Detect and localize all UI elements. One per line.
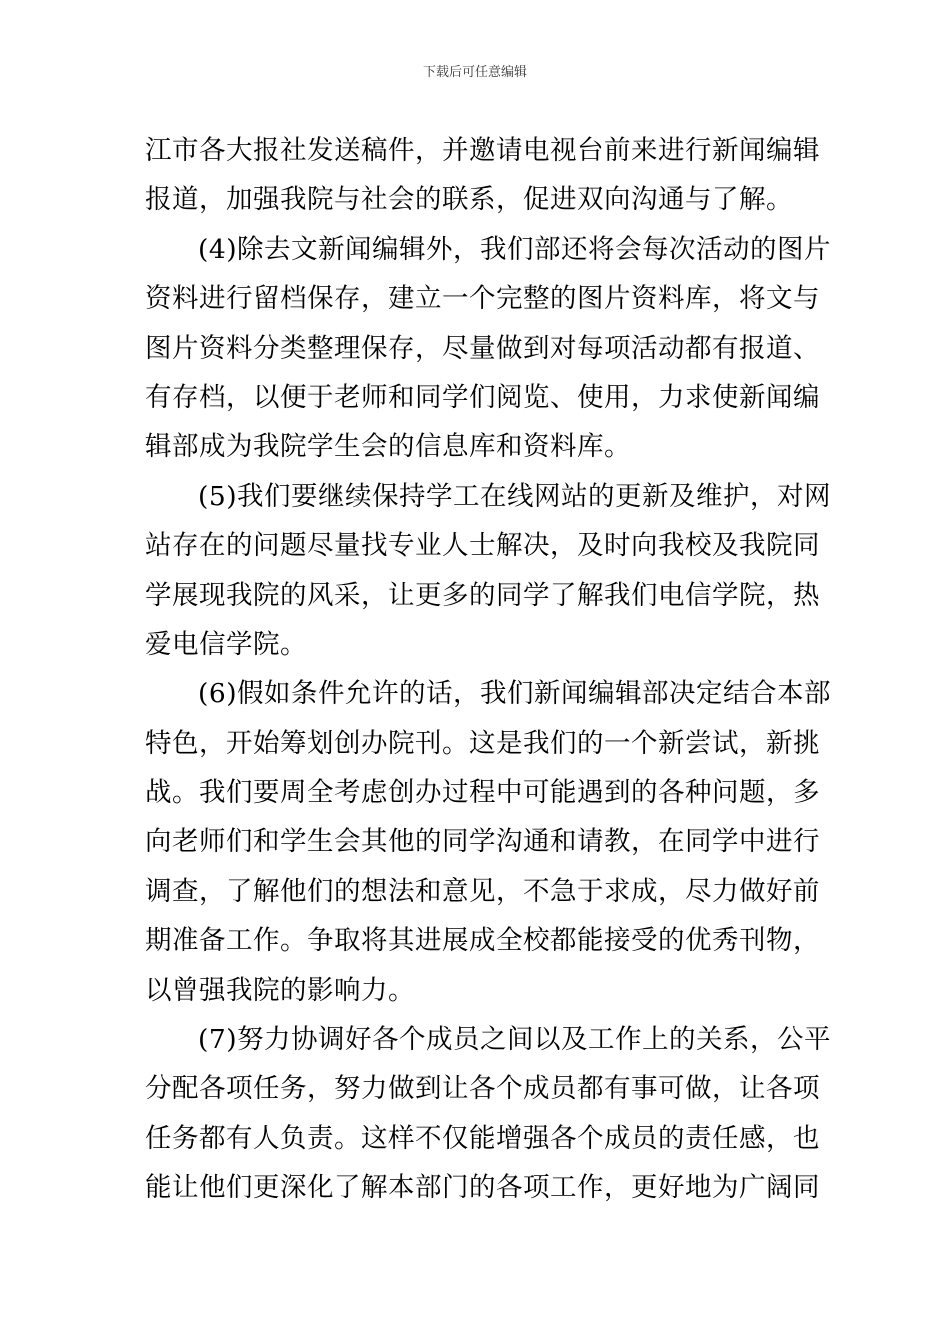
paragraph-line: 江市各大报社发送稿件，并邀请电视台前来进行新闻编辑 — [145, 135, 820, 166]
document-body — [145, 126, 832, 1213]
paragraph-line: 辑部成为我院学生会的信息库和资料库。 — [145, 431, 631, 463]
paragraph-line: 战。我们要周全考虑创办过程中可能遇到的各种问题，多 — [145, 777, 820, 809]
paragraph-line: 任务都有人负责。这样不仅能增强各个成员的责任感，也 — [145, 1122, 820, 1154]
page-header: 下载后可任意编辑 — [422, 65, 527, 80]
paragraph-line: 能让他们更深化了解本部门的各项工作，更好地为广阔同 — [145, 1172, 820, 1204]
paragraph-line: 学展现我院的风采，让更多的同学了解我们电信学院，热 — [145, 579, 820, 611]
paragraph-line: (5)我们要继续保持学工在线网站的更新及维护，对网 — [198, 480, 832, 512]
paragraph-line: 调查，了解他们的想法和意见，不急于求成，尽力做好前 — [145, 875, 820, 907]
paragraph-line: 资料进行留档保存，建立一个完整的图片资料库，将文与 — [145, 283, 820, 315]
paragraph-line: (4)除去文新闻编辑外，我们部还将会每次活动的图片 — [198, 233, 832, 265]
paragraph-line: 有存档，以便于老师和同学们阅览、使用，力求使新闻编 — [145, 381, 820, 413]
paragraph-line: 以曾强我院的影响力。 — [145, 974, 415, 1006]
paragraph-line: 报道，加强我院与社会的联系，促进双向沟通与了解。 — [145, 184, 793, 216]
paragraph-line: 特色，开始筹划创办院刊。这是我们的一个新尝试，新挑 — [145, 727, 820, 759]
paragraph-line: 站存在的问题尽量找专业人士解决，及时向我校及我院同 — [145, 530, 820, 562]
paragraph-line: (6)假如条件允许的话，我们新闻编辑部决定结合本部 — [198, 678, 832, 710]
paragraph-line: (7)努力协调好各个成员之间以及工作上的关系，公平 — [198, 1024, 832, 1056]
paragraph-line: 向老师们和学生会其他的同学沟通和请教，在同学中进行 — [145, 826, 820, 858]
paragraph-line: 爱电信学院。 — [145, 628, 307, 660]
paragraph-line: 期准备工作。争取将其进展成全校都能接受的优秀刊物， — [145, 925, 820, 957]
paragraph-line: 图片资料分类整理保存，尽量做到对每项活动都有报道、 — [145, 332, 820, 364]
paragraph-line: 分配各项任务，努力做到让各个成员都有事可做，让各项 — [145, 1073, 820, 1105]
